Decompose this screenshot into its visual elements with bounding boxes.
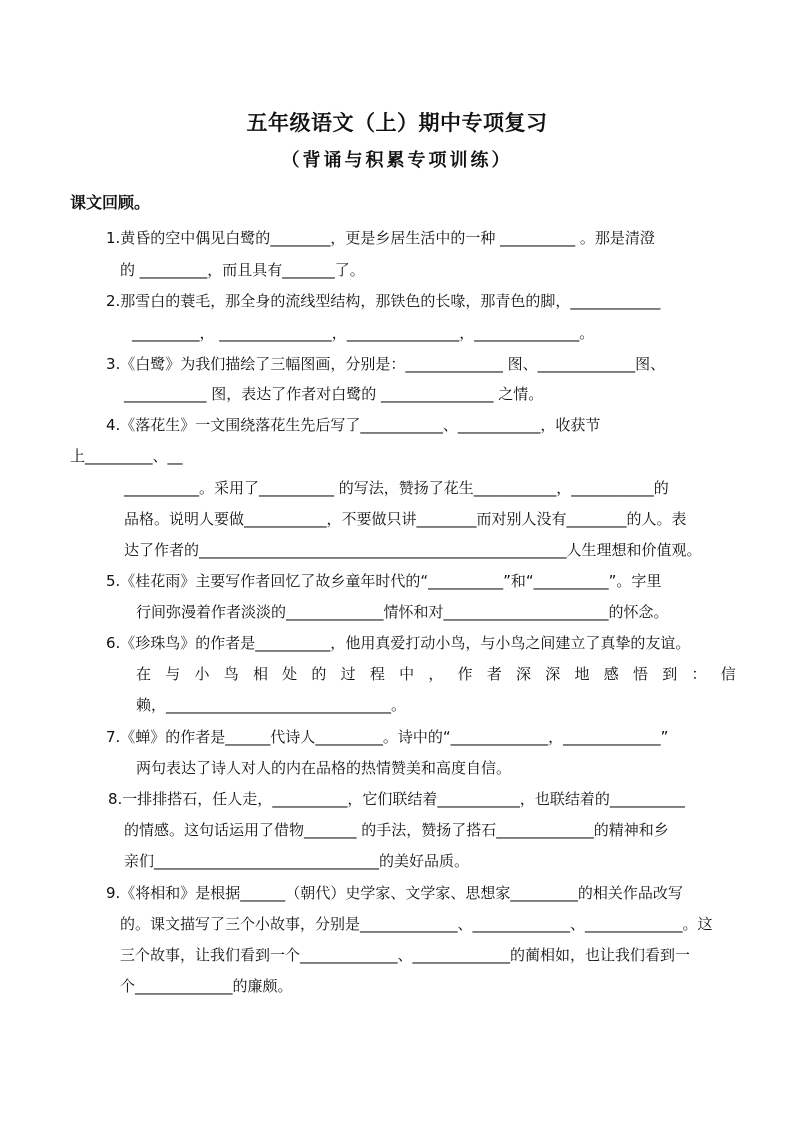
spread-char: 深: [516, 665, 532, 683]
spread-char: 的: [311, 665, 327, 683]
page-subtitle: （背诵与积累专项训练）: [281, 150, 513, 171]
question-line: 7.《蝉》的作者是______代诗人_________。诗中的“_____________，_____________”: [106, 728, 669, 746]
question-line: 品格。说明人要做___________，不要做只讲________而对别人没有________的人。表: [124, 510, 687, 528]
question-line: 9.《将相和》是根据______（朝代）史学家、文学家、思想家_________的相关作品改写: [106, 884, 683, 902]
question-line: _________， _______________，_______________，______________。: [132, 324, 595, 342]
question-line: 的。课文描写了三个小故事，分别是_____________、_____________、_____________。这: [120, 915, 713, 933]
question-line: 3.《白鹭》为我们描绘了三幅图画，分别是：_____________ 图、_____________图、: [106, 355, 666, 373]
question-line: 两句表达了诗人对人的内在品格的热情赞美和高度自信。: [136, 759, 512, 777]
spread-char: 作: [457, 665, 473, 683]
question-line: 三个故事，让我们看到一个_____________、_____________的蔺相如，也让我们看到一: [120, 946, 691, 964]
spread-char: 程: [369, 665, 385, 683]
spread-char: 地: [574, 665, 590, 683]
spread-char: 感: [603, 665, 619, 683]
spread-char: 悟: [632, 665, 648, 683]
spread-char: 者: [486, 665, 502, 683]
question-line: __________。采用了__________ 的写法，赞扬了花生___________，___________的: [124, 479, 669, 497]
spread-char: 过: [340, 665, 356, 683]
question-line: 赖，______________________________。: [136, 696, 407, 714]
spread-char: 信: [720, 665, 736, 683]
question-line: 的情感。这句话运用了借物_______ 的手法，赞扬了搭石_____________的精神和乡: [124, 821, 669, 839]
question-line: 5.《桂花雨》主要写作者回忆了故乡童年时代的“__________”和“__________”。字里: [106, 572, 662, 590]
question-line: 2.那雪白的蓑毛，那全身的流线型结构，那铁色的长喙，那青色的脚，____________: [106, 292, 661, 310]
spread-char: 鸟: [223, 665, 239, 683]
question-line: 1.黄昏的空中偶见白鹭的________，更是乡居生活中的一种 __________ 。那是清澄: [106, 229, 655, 247]
page-title: 五年级语文（上）期中专项复习: [246, 111, 548, 135]
spread-char: 到: [662, 665, 678, 683]
question-line: ___________ 图，表达了作者对白鹭的 _______________ 之情。: [124, 385, 544, 403]
question-line: 个_____________的廉颇。: [120, 977, 293, 995]
spread-char: ：: [691, 665, 707, 683]
question-line: 4.《落花生》一文围绕落花生先后写了___________、___________，收获节: [106, 416, 601, 434]
spread-char: 与: [165, 665, 181, 683]
spread-char: 相: [252, 665, 268, 683]
spread-char: 深: [545, 665, 561, 683]
spread-char: 中: [399, 665, 415, 683]
section-heading: 课文回顾。: [70, 193, 151, 212]
question-line: 行间弥漫着作者淡淡的_____________情怀和对______________________的怀念。: [136, 603, 669, 621]
spread-char: ，: [428, 665, 444, 683]
question-line: 上_________、__: [70, 447, 183, 465]
question-line: 8.一排排搭石，任人走，__________，它们联结着___________，也联结着的__________: [108, 790, 685, 808]
spread-char: 小: [194, 665, 210, 683]
question-line: 达了作者的_________________________________________________人生理想和价值观。: [124, 541, 702, 559]
question-line: 的 _________，而且具有_______了。: [120, 261, 365, 279]
question-line-spread: [136, 664, 736, 684]
spread-char: 在: [136, 665, 152, 683]
question-line: 亲们______________________________的美好品质。: [124, 852, 470, 870]
spread-char: 处: [282, 665, 298, 683]
question-line: 6.《珍珠鸟》的作者是__________，他用真爱打动小鸟，与小鸟之间建立了真挚的友谊。: [106, 634, 691, 652]
